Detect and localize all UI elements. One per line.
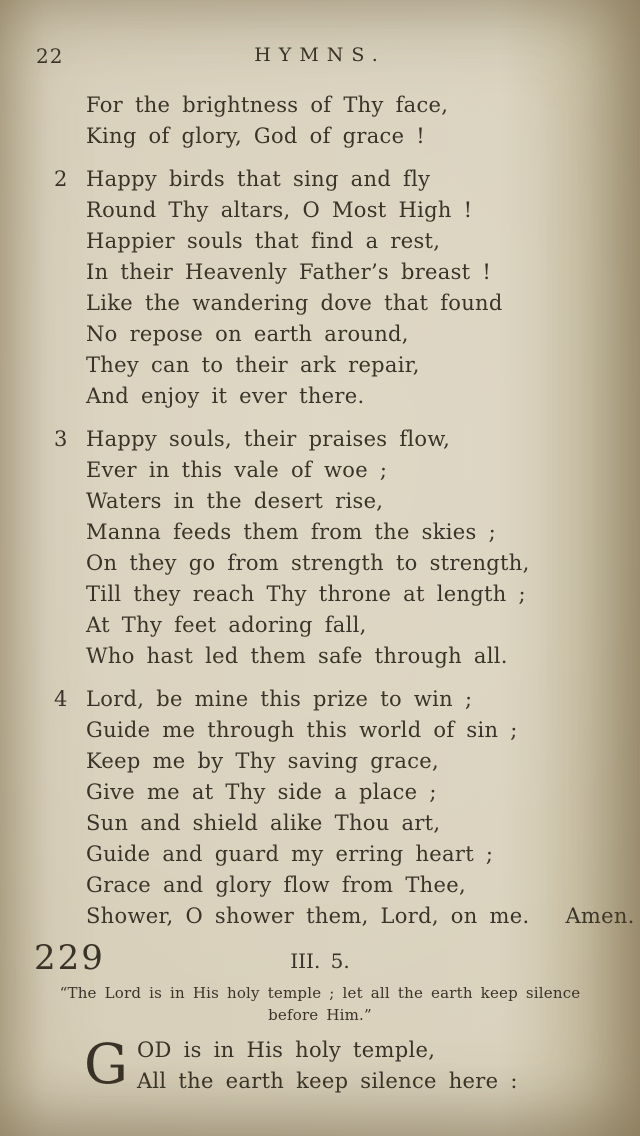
verse-line: For the brightness of Thy face, <box>86 93 449 117</box>
verse-line: Ever in this vale of woe ; <box>86 458 388 482</box>
stanza <box>0 164 640 412</box>
stanza-container <box>0 90 640 944</box>
verse-line: At Thy feet adoring fall, <box>86 613 367 637</box>
verse-line: No repose on earth around, <box>86 322 409 346</box>
verse-line: Grace and glory flow from Thee, <box>86 873 466 897</box>
verse-line: Round Thy altars, O Most High ! <box>86 198 473 222</box>
page-header <box>0 44 640 72</box>
verse-line: Like the wandering dove that found <box>86 291 503 315</box>
epigraph <box>0 982 640 1026</box>
verse-line: Guide me through this world of sin ; <box>86 718 518 742</box>
hymn-meter: III. 5. <box>290 949 350 973</box>
verse-line: In their Heavenly Father’s breast ! <box>86 260 492 284</box>
verse-line: Who hast led them safe through all. <box>86 644 508 668</box>
verse-line: Happy birds that sing and fly <box>86 167 431 191</box>
stanza <box>0 424 640 672</box>
opening-line-1: OD is in His holy temple, <box>136 1038 436 1062</box>
hymn-number: 229 <box>34 938 105 978</box>
verse-line: Guide and guard my erring heart ; <box>86 842 494 866</box>
verse-line: Manna feeds them from the skies ; <box>86 520 496 544</box>
verse-line: Till they reach Thy throne at length ; <box>86 582 526 606</box>
stanza-number <box>54 90 86 152</box>
verse-line: Waters in the desert rise, <box>86 489 384 513</box>
verse-line: Sun and shield alike Thou art, <box>86 811 441 835</box>
drop-cap: G <box>84 1032 128 1096</box>
stanza-lines <box>86 424 640 672</box>
hymn-229-section <box>0 938 640 1097</box>
verse-line: They can to their ark repair, <box>86 353 420 377</box>
hymn-opening <box>0 1032 640 1097</box>
stanza <box>0 684 640 932</box>
hymn-229-header <box>0 938 640 980</box>
stanza-number: 2 <box>54 167 68 191</box>
verse-line: Happy souls, their praises flow, <box>86 427 451 451</box>
stanza-number: 4 <box>54 687 68 711</box>
verse-line: On they go from strength to strength, <box>86 551 530 575</box>
verse-line: Happier souls that find a rest, <box>86 229 441 253</box>
verse-line: Give me at Thy side a place ; <box>86 780 437 804</box>
stanza-number: 3 <box>54 427 68 451</box>
amen-text: Amen. <box>565 904 635 928</box>
page-number: 22 <box>36 44 64 68</box>
epigraph-line-2: before Him.” <box>268 1006 372 1024</box>
page-title: HYMNS. <box>254 44 386 66</box>
stanza <box>0 90 640 152</box>
verse-line: And enjoy it ever there. <box>86 384 365 408</box>
verse-line: Keep me by Thy saving grace, <box>86 749 439 773</box>
stanza-lines <box>86 164 640 412</box>
opening-line-2: All the earth keep silence here : <box>136 1069 518 1093</box>
epigraph-line-1: “The Lord is in His holy temple ; let all the earth keep silence <box>59 984 581 1002</box>
verse-line: Shower, O shower them, Lord, on me. Amen. <box>86 904 635 928</box>
stanza-lines <box>86 684 640 932</box>
verse-line: Lord, be mine this prize to win ; <box>86 687 473 711</box>
stanza-lines <box>86 90 640 152</box>
verse-line: King of glory, God of grace ! <box>86 124 426 148</box>
